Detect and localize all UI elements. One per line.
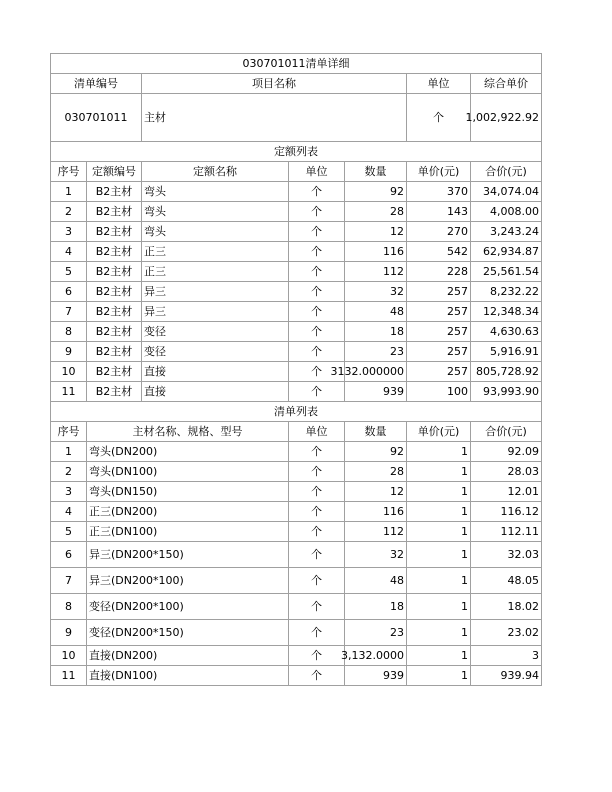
quota-index: 9 — [51, 342, 87, 362]
quota-qty: 48 — [345, 302, 407, 322]
header-label-unit: 单位 — [407, 74, 471, 94]
quota-code: B2主材 — [87, 242, 142, 262]
quota-total: 4,630.63 — [471, 322, 542, 342]
quota-name: 变径 — [142, 322, 289, 342]
list-unit-price: 1 — [407, 522, 471, 542]
quota-total: 5,916.91 — [471, 342, 542, 362]
quota-index: 8 — [51, 322, 87, 342]
list-col-qty: 数量 — [345, 422, 407, 442]
quota-section-title: 定额列表 — [51, 142, 542, 162]
list-name: 异三(DN200*100) — [87, 568, 289, 594]
list-name: 异三(DN200*150) — [87, 542, 289, 568]
quota-qty: 23 — [345, 342, 407, 362]
list-total: 12.01 — [471, 482, 542, 502]
quota-unit-price: 257 — [407, 302, 471, 322]
list-unit: 个 — [289, 522, 345, 542]
list-total: 112.11 — [471, 522, 542, 542]
bill-code: 030701011 — [51, 94, 142, 142]
quota-unit: 个 — [289, 362, 345, 382]
list-section-title-row — [51, 402, 542, 422]
quota-col-index: 序号 — [51, 162, 87, 182]
quota-row — [51, 362, 542, 382]
quota-qty: 116 — [345, 242, 407, 262]
list-col-unit-price: 单价(元) — [407, 422, 471, 442]
list-col-name: 主材名称、规格、型号 — [87, 422, 289, 442]
list-total: 116.12 — [471, 502, 542, 522]
list-index: 8 — [51, 594, 87, 620]
quota-qty: 32 — [345, 282, 407, 302]
quota-column-header-row — [51, 162, 542, 182]
quota-qty: 939 — [345, 382, 407, 402]
quota-code: B2主材 — [87, 202, 142, 222]
item-unit: 个 — [407, 94, 471, 142]
quota-total: 3,243.24 — [471, 222, 542, 242]
list-unit: 个 — [289, 594, 345, 620]
list-row — [51, 620, 542, 646]
list-qty: 939 — [345, 666, 407, 686]
header-value-row — [51, 94, 542, 142]
list-total: 939.94 — [471, 666, 542, 686]
item-price: 1,002,922.92 — [471, 94, 542, 142]
page-title: 030701011清单详细 — [51, 54, 542, 74]
list-qty: 3,132.0000 — [345, 646, 407, 666]
table-body — [51, 54, 542, 686]
list-name: 变径(DN200*100) — [87, 594, 289, 620]
list-row — [51, 594, 542, 620]
list-col-unit: 单位 — [289, 422, 345, 442]
quota-unit: 个 — [289, 182, 345, 202]
list-name: 弯头(DN150) — [87, 482, 289, 502]
list-unit: 个 — [289, 482, 345, 502]
quota-unit-price: 370 — [407, 182, 471, 202]
quota-name: 弯头 — [142, 202, 289, 222]
list-unit-price: 1 — [407, 568, 471, 594]
list-unit-price: 1 — [407, 646, 471, 666]
list-total: 18.02 — [471, 594, 542, 620]
list-unit: 个 — [289, 646, 345, 666]
list-unit: 个 — [289, 542, 345, 568]
quota-index: 4 — [51, 242, 87, 262]
list-row — [51, 522, 542, 542]
quota-code: B2主材 — [87, 262, 142, 282]
quota-row — [51, 182, 542, 202]
list-qty: 92 — [345, 442, 407, 462]
quota-code: B2主材 — [87, 342, 142, 362]
list-qty: 18 — [345, 594, 407, 620]
quota-row — [51, 382, 542, 402]
quota-qty: 12 — [345, 222, 407, 242]
list-col-total: 合价(元) — [471, 422, 542, 442]
quota-index: 10 — [51, 362, 87, 382]
list-row — [51, 482, 542, 502]
list-unit: 个 — [289, 462, 345, 482]
quota-unit: 个 — [289, 322, 345, 342]
quota-row — [51, 202, 542, 222]
quota-qty: 3132.000000 — [345, 362, 407, 382]
list-qty: 48 — [345, 568, 407, 594]
list-section-title: 清单列表 — [51, 402, 542, 422]
list-unit-price: 1 — [407, 620, 471, 646]
list-index: 5 — [51, 522, 87, 542]
list-name: 直接(DN200) — [87, 646, 289, 666]
quota-unit: 个 — [289, 302, 345, 322]
quota-unit: 个 — [289, 382, 345, 402]
quota-row — [51, 342, 542, 362]
quota-col-unit-price: 单价(元) — [407, 162, 471, 182]
list-unit-price: 1 — [407, 594, 471, 620]
list-qty: 23 — [345, 620, 407, 646]
quota-unit: 个 — [289, 222, 345, 242]
list-row — [51, 442, 542, 462]
list-name: 弯头(DN200) — [87, 442, 289, 462]
list-unit-price: 1 — [407, 542, 471, 568]
list-qty: 12 — [345, 482, 407, 502]
bill-detail-table — [50, 53, 542, 686]
quota-unit: 个 — [289, 282, 345, 302]
quota-name: 弯头 — [142, 222, 289, 242]
list-index: 4 — [51, 502, 87, 522]
list-unit: 个 — [289, 620, 345, 646]
list-unit-price: 1 — [407, 442, 471, 462]
list-row — [51, 462, 542, 482]
list-index: 6 — [51, 542, 87, 568]
quota-unit: 个 — [289, 262, 345, 282]
quota-unit-price: 270 — [407, 222, 471, 242]
list-row — [51, 568, 542, 594]
quota-name: 直接 — [142, 362, 289, 382]
quota-code: B2主材 — [87, 222, 142, 242]
quota-total: 4,008.00 — [471, 202, 542, 222]
quota-unit-price: 143 — [407, 202, 471, 222]
quota-unit-price: 257 — [407, 362, 471, 382]
quota-name: 弯头 — [142, 182, 289, 202]
quota-total: 34,074.04 — [471, 182, 542, 202]
quota-unit-price: 100 — [407, 382, 471, 402]
list-index: 1 — [51, 442, 87, 462]
list-index: 7 — [51, 568, 87, 594]
quota-row — [51, 282, 542, 302]
list-total: 28.03 — [471, 462, 542, 482]
quota-index: 3 — [51, 222, 87, 242]
list-qty: 28 — [345, 462, 407, 482]
quota-code: B2主材 — [87, 282, 142, 302]
title-row — [51, 54, 542, 74]
list-unit-price: 1 — [407, 502, 471, 522]
list-row — [51, 646, 542, 666]
list-unit: 个 — [289, 442, 345, 462]
list-total: 23.02 — [471, 620, 542, 646]
list-total: 3 — [471, 646, 542, 666]
quota-index: 6 — [51, 282, 87, 302]
list-unit-price: 1 — [407, 482, 471, 502]
quota-code: B2主材 — [87, 182, 142, 202]
quota-name: 变径 — [142, 342, 289, 362]
quota-total: 25,561.54 — [471, 262, 542, 282]
quota-code: B2主材 — [87, 322, 142, 342]
list-name: 正三(DN200) — [87, 502, 289, 522]
header-label-row — [51, 74, 542, 94]
list-unit: 个 — [289, 666, 345, 686]
list-name: 变径(DN200*150) — [87, 620, 289, 646]
quota-name: 异三 — [142, 282, 289, 302]
quota-unit: 个 — [289, 202, 345, 222]
quota-col-code: 定额编号 — [87, 162, 142, 182]
quota-qty: 112 — [345, 262, 407, 282]
list-total: 32.03 — [471, 542, 542, 568]
quota-total: 805,728.92 — [471, 362, 542, 382]
quota-total: 93,993.90 — [471, 382, 542, 402]
list-unit: 个 — [289, 502, 345, 522]
list-unit-price: 1 — [407, 666, 471, 686]
quota-unit-price: 257 — [407, 282, 471, 302]
list-column-header-row — [51, 422, 542, 442]
quota-qty: 92 — [345, 182, 407, 202]
quota-row — [51, 302, 542, 322]
list-index: 11 — [51, 666, 87, 686]
quota-code: B2主材 — [87, 302, 142, 322]
header-label-code: 清单编号 — [51, 74, 142, 94]
list-index: 9 — [51, 620, 87, 646]
quota-total: 8,232.22 — [471, 282, 542, 302]
quota-code: B2主材 — [87, 362, 142, 382]
quota-row — [51, 322, 542, 342]
list-qty: 116 — [345, 502, 407, 522]
item-name: 主材 — [142, 94, 407, 142]
quota-col-total: 合价(元) — [471, 162, 542, 182]
quota-name: 直接 — [142, 382, 289, 402]
list-total: 92.09 — [471, 442, 542, 462]
list-total: 48.05 — [471, 568, 542, 594]
quota-name: 正三 — [142, 242, 289, 262]
quota-unit-price: 228 — [407, 262, 471, 282]
list-unit-price: 1 — [407, 462, 471, 482]
quota-qty: 18 — [345, 322, 407, 342]
quota-total: 62,934.87 — [471, 242, 542, 262]
list-qty: 32 — [345, 542, 407, 568]
quota-index: 5 — [51, 262, 87, 282]
quota-col-name: 定额名称 — [142, 162, 289, 182]
list-row — [51, 666, 542, 686]
list-qty: 112 — [345, 522, 407, 542]
list-unit: 个 — [289, 568, 345, 594]
quota-code: B2主材 — [87, 382, 142, 402]
list-row — [51, 542, 542, 568]
list-index: 3 — [51, 482, 87, 502]
quota-index: 11 — [51, 382, 87, 402]
list-row — [51, 502, 542, 522]
quota-name: 异三 — [142, 302, 289, 322]
quota-total: 12,348.34 — [471, 302, 542, 322]
quota-unit: 个 — [289, 242, 345, 262]
quota-row — [51, 242, 542, 262]
list-col-index: 序号 — [51, 422, 87, 442]
quota-col-unit: 单位 — [289, 162, 345, 182]
quota-unit-price: 257 — [407, 322, 471, 342]
quota-unit: 个 — [289, 342, 345, 362]
list-index: 10 — [51, 646, 87, 666]
quota-row — [51, 262, 542, 282]
list-name: 弯头(DN100) — [87, 462, 289, 482]
quota-qty: 28 — [345, 202, 407, 222]
quota-index: 1 — [51, 182, 87, 202]
quota-row — [51, 222, 542, 242]
list-index: 2 — [51, 462, 87, 482]
quota-unit-price: 257 — [407, 342, 471, 362]
quota-index: 2 — [51, 202, 87, 222]
list-name: 正三(DN100) — [87, 522, 289, 542]
quota-name: 正三 — [142, 262, 289, 282]
quota-index: 7 — [51, 302, 87, 322]
header-label-price: 综合单价 — [471, 74, 542, 94]
list-name: 直接(DN100) — [87, 666, 289, 686]
header-label-name: 项目名称 — [142, 74, 407, 94]
quota-unit-price: 542 — [407, 242, 471, 262]
quota-col-qty: 数量 — [345, 162, 407, 182]
quota-section-title-row — [51, 142, 542, 162]
